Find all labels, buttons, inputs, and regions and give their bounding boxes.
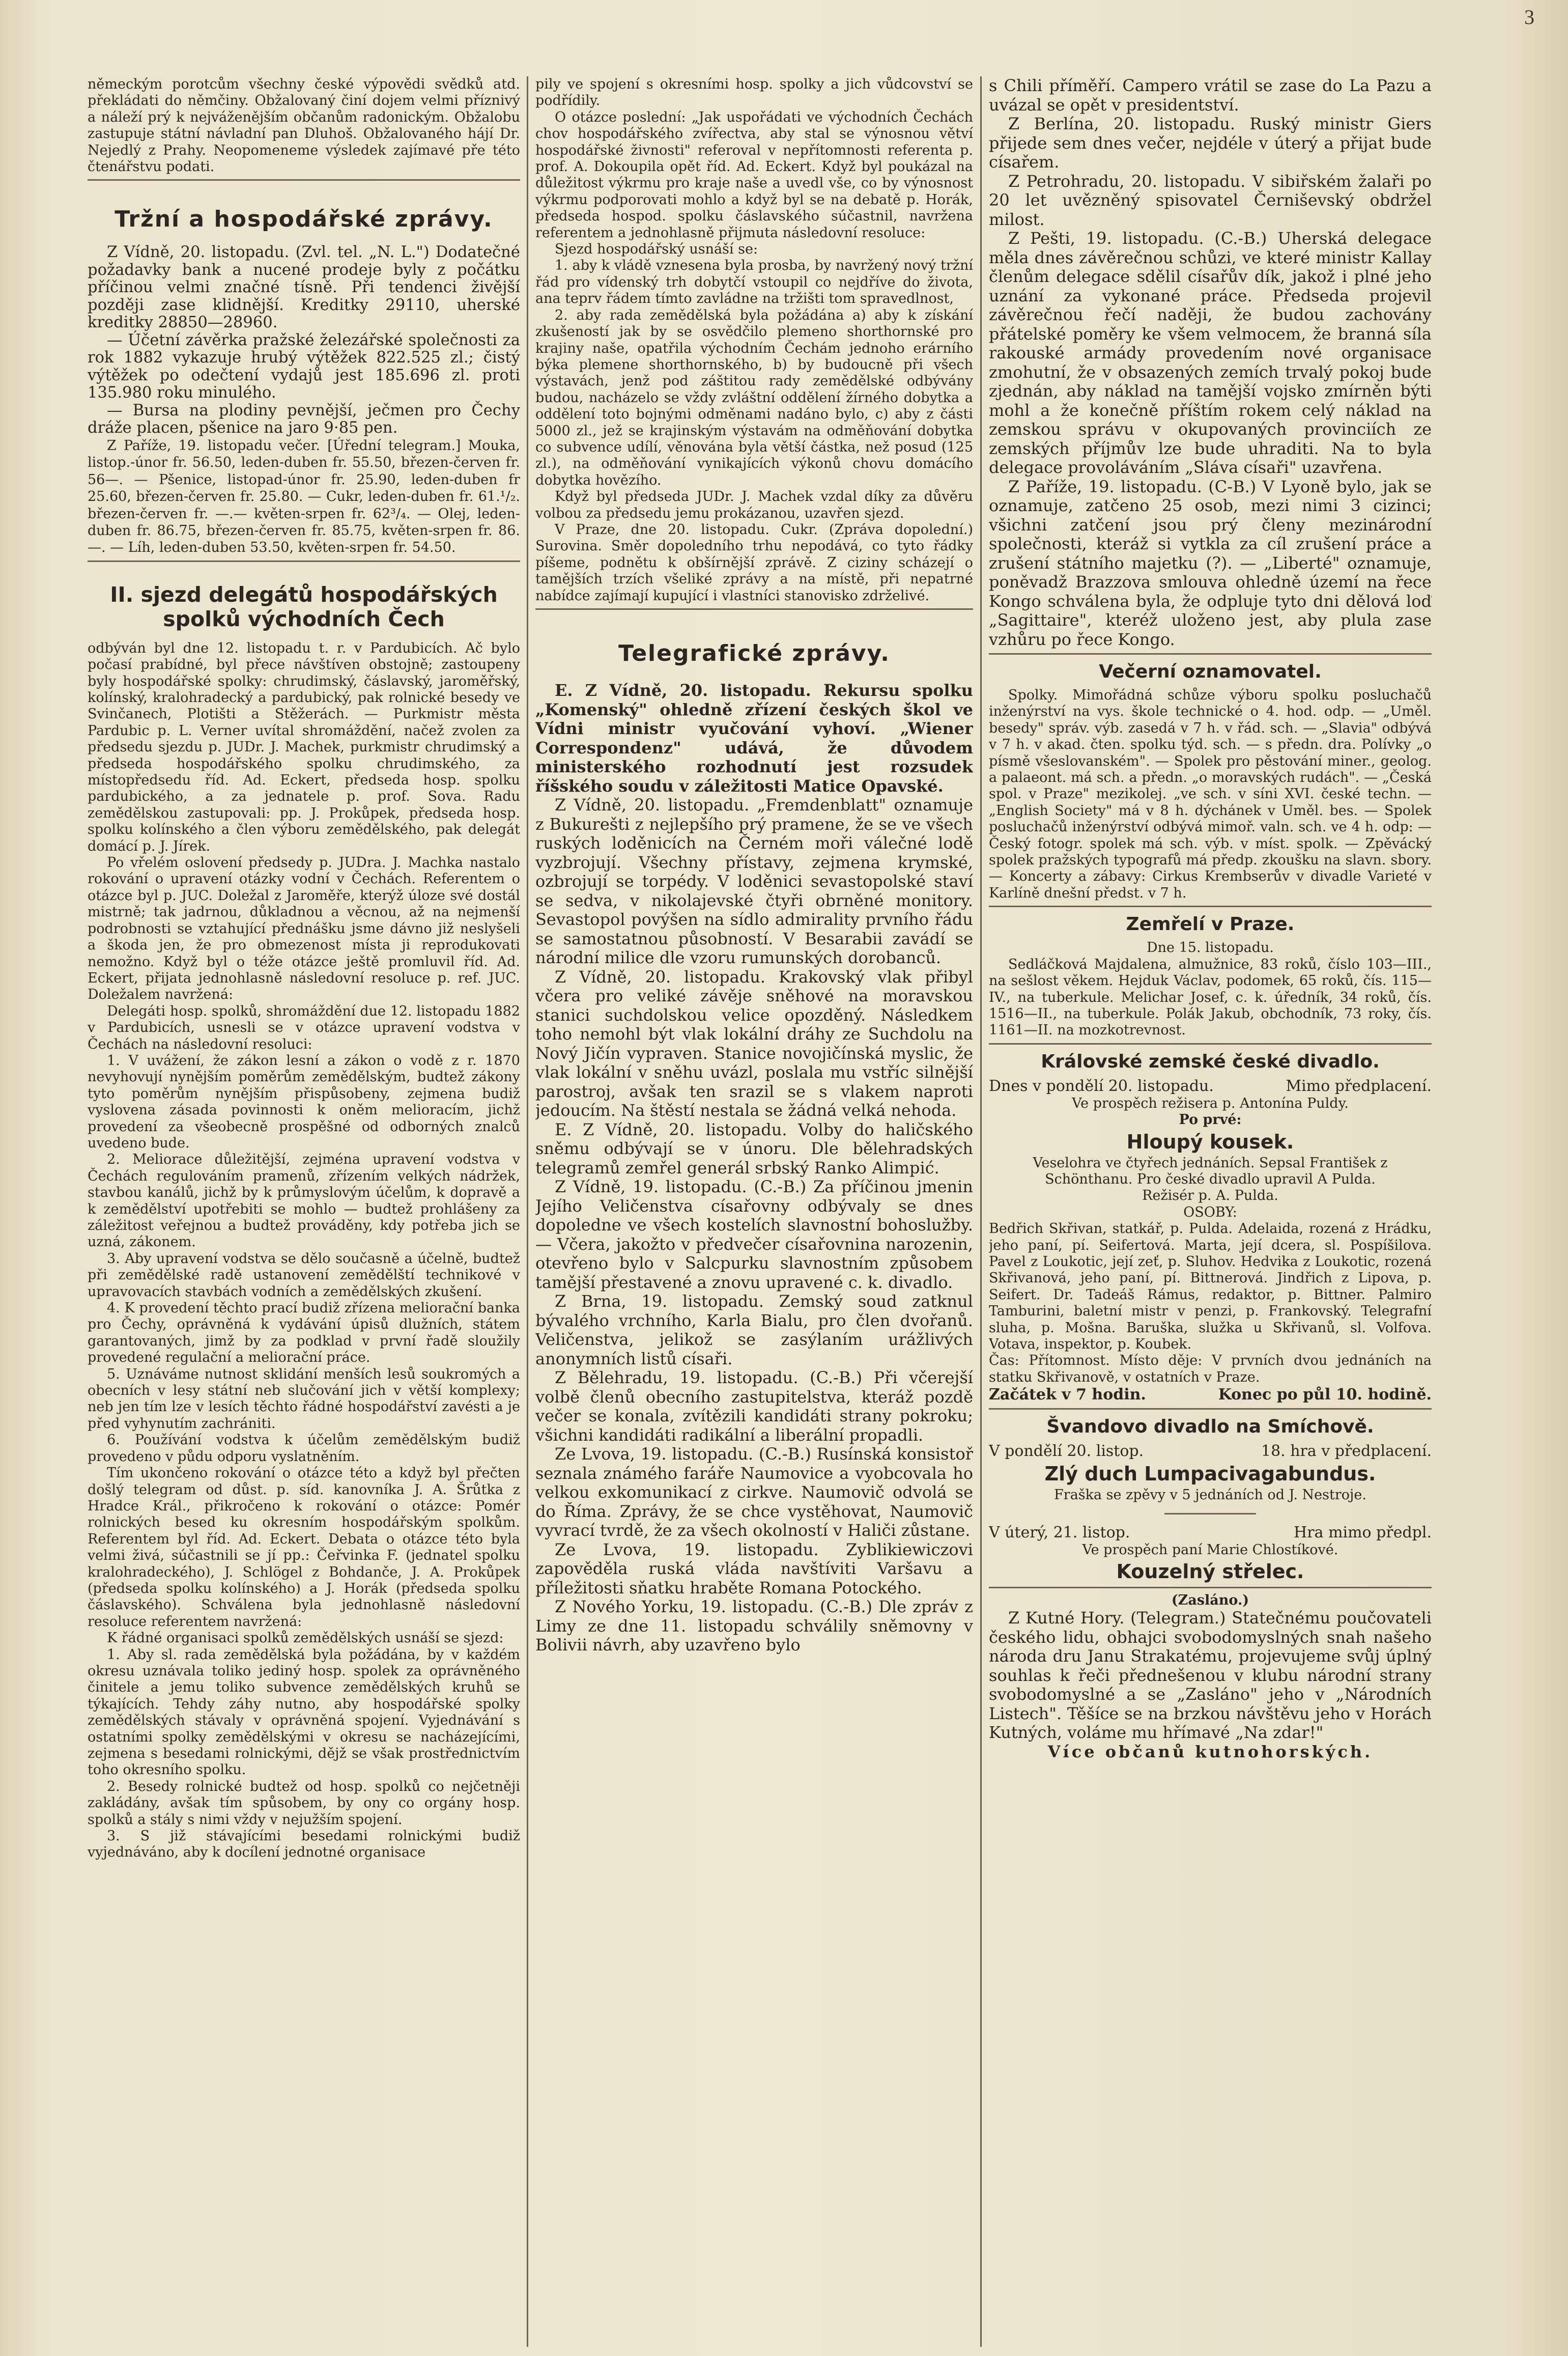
congress-continuation: O otázce poslední: „Jak uspořádati ve východních Čechách chov hospodářského zvířectva, aby stal se výnosnou větví hospodářské živnosti" referoval v nepřítomnosti referenta p. prof. A. Dokoupila opět říd. Ad. Eckert. Když byl poukázal na důležitost výkrmu pro kraje naše a uvedl vše, co by výnosnost výkrmu podporovati mohlo a když byl se na debatě p. Horák, předseda hospod. spolku čáslavského súčastnil, navržena referentem a jednohlasně přijmuta následovní resoluce: — [535, 109, 973, 241]
congress-resolution-item: 1. Aby sl. rada zemědělská byla požádána, by v každém okresu uznávala toliko jediný hosp. spolek za oprávněného činitele a jemu toliko subvence zemědělských kruhů se týkajících. Tehdy záhy nutno, aby hospodářské spolky zemědělských stávaly v oprávněná spojení. Vyjednávání s ostatními spolky zemědělskými v okresu se nacházejícími, zejmena s besedami rolnickými, dějž se však prostřednictvím toho okresního spolku. — [88, 1646, 520, 1778]
congress-continuation: pily ve spojení s okresními hosp. spolky a jich vůdcovství se podřídily. — [535, 76, 973, 109]
sugar-report: V Praze, dne 20. listopadu. Cukr. (Zpráva dopolední.) Surovina. Směr dopoledního trhu nepodává, co tyto řádky píšeme, podnětu k obšírnější zprávě. Z ciziny scházejí o tamějších trzích všeliké zprávy a na místě, při nepatrné nabídce zajímají kupující i vlastníci stanovisko zdrželivé. — [535, 521, 973, 604]
svandovo-subscription-2: Hra mimo předpl. — [1294, 1523, 1432, 1541]
court-report-ending: německým porotcům všechny české výpovědi svědků atd. překládati do němčiny. Obžalovaný činí dojem velmi příznivý a náleží prý k nejváženějším občanům radonickým. Obžalobu zastupuje státní návladní pan Dluhoš. Obžalovaného hájí Dr. Nejedlý z Prahy. Neopomeneme výsledek zajímavé pře této čtenářstvu podati. — [88, 76, 520, 175]
congress-continuation: Sjezd hospodářský usnáší se: — [555, 241, 758, 258]
evening-notices-heading: Večerní oznamovatel. — [1099, 661, 1322, 682]
telegram: Z Vídně, 20. listopadu. Krakovský vlak přibyl včera pro veliké závěje sněhové na moravskou stanici suchdolskou velice opozděný. Následkem toho nemohl být vlak lokální dráhy ze Suchdolu na Nový Jičín vypraven. Stanice novojičínská myslic, že vlak lokální v sněhu uvázl, poslala mu vstříc silnější parostroj, avšak ten srazil se s vlakem naproti jedoucím. Na štěstí nestala se žádná velká nehoda. — [535, 967, 973, 1120]
section-rule — [989, 1408, 1432, 1410]
section-rule — [989, 1043, 1432, 1045]
deceased-list: Sedláčková Majdalena, almužnice, 83 roků, číslo 103—III., na sešlost věkem. Hejduk Václav, podomek, 65 roků, čís. 115—IV., na tuberkule. Melichar Josef, c. k. úředník, 34 roků, čís. 1516—II., na tuberkule. Polák Jakub, obchodník, 73 roky, čís. 1161—II. na mozkotrevnost. — [989, 956, 1432, 1039]
theatre-end: Konec po půl 10. hodině. — [1218, 1386, 1432, 1404]
telegram: Ze Lvova, 19. listopadu. (C.-B.) Rusínská konsistoř seznala známého faráře Naumovice a vyobcovala ho velkou exkomunikací z cirkve. Naumovič odvolá se do Říma. Zprávy, že se chce vystěhovat, Naumovič vyvrací tvrdě, že za všech okolností v Haliči zůstane. — [535, 1444, 973, 1540]
market-ironworks: — Účetní závěrka pražské železářské společnosti za rok 1882 vykazuje hrubý výtěžek 822.525 zl.; čistý výtěžek po odečtení vydajů jest 185.696 zl. proti 135.980 roku minulého. — [88, 331, 520, 402]
zaslano-heading: (Zasláno.) — [1171, 1592, 1249, 1609]
theatre-cast-label: OSOBY: — [1183, 1204, 1237, 1220]
short-rule — [1164, 1513, 1256, 1514]
theatre-cast: Bedřich Skřivan, statkář, p. Pulda. Adelaida, rozená z Hrádku, jeho paní, pí. Seifertová. Marta, její dcera, sl. Pospíšilova. Pavel z Loukotic, její zeť, p. Sluhov. Hedvika z Loukotic, rozená Skřivanová, jeho paní, pí. Bittnerová. Jindřich z Lipova, p. Seifert. Dr. Tadeáš Rámus, redaktor, p. Bittner. Palmiro Tamburini, baletní mistr v penzi, p. Frankovský. Telegrafní sluha, p. Mošna. Baruška, služka u Skřivanů, sl. Volfova. Votava, inspektor, p. Koubek. — [989, 1221, 1432, 1352]
congress-resolution-item: 3. Aby upravení vodstva se dělo současně a účelně, budtež při zemědělské radě ustanovení zemědělští technikové v upravovacích stavbách vodních a zemědělských zkušení. — [88, 1250, 520, 1300]
telegram: E. Z Vídně, 20. listopadu. Volby do haličského sněmu odbývají se v únoru. Dle bělehradských telegramů zemřel generál srbský Ranko Alimpić. — [535, 1119, 973, 1177]
congress-resolution-item: 1. aby k vládě vznesena byla prosba, by navržený nový tržní řád pro vídenský trh dobytčí vstoupil co nejdříve do života, ana teprv řádem tímto zavládne na tržišti tom spravedlnost, — [535, 258, 973, 307]
congress-resolution-item: 2. Besedy rolnické budtež od hosp. spolků co nejčetněji zakládány, avšak tím spůsobem, by ony co orgány hosp. spolků a stály s nimi vždy v nejužším spojení. — [88, 1778, 520, 1828]
telegram: E. Z Vídně, 20. listopadu. Rekursu spolku „Komenský" ohledně zřízení českých škol ve Vídni ministr vyučování vyhoví. „Wiener Correspondenz" udává, že důvodem ministerského rozhodnutí jest rozsudek říšského soudu v záležitosti Matice Opavské. — [535, 681, 973, 796]
theatre-date: Dnes v pondělí 20. listopadu. — [989, 1077, 1214, 1095]
telegram: Z Petrohradu, 20. listopadu. V sibiřském žalaři po 20 let uvězněný spisovatel Černiševský obdržel milost. — [989, 171, 1432, 229]
congress-paragraph: Tím ukončeno rokování o otázce této a když byl přečten došlý telegram od důst. p. síd. kanovníka J. A. Šrůtka z Hradce Král., přikročeno k rokování o otázce: Pomér rolnických besed ku okresním hospodářským spolkům. Referentem byl říd. Ad. Eckert. Debata o otázce této byla velmi živá, súčastnili se jí pp.: Čeřvinka F. (jednatel spolku kralohradeckého), J. Schlögel z Bohdanče, J. A. Prokůpek (předseda spolku kolínského) a J. Horák (předseda spolku čáslavského). Schválena byla jednohlasně následovní resoluce referentem navržená: — [88, 1465, 520, 1630]
theatre-director: Režisér p. A. Pulda. — [1142, 1188, 1278, 1204]
column-2 — [535, 76, 973, 2347]
telegraph-heading: Telegrafické zprávy. — [618, 640, 890, 666]
telegram: Z Vídně, 20. listopadu. „Fremdenblatt" oznamuje z Bukurešti z nejlepšího prý pramene, že se ve všech ruských loděnicích na Černém moři válečné lodě vyzbrojují. Všechny přístavy, zejmena krymské, ozbrojují se torpédy. V loděnici sevastopolské staví se sedva, v nikolajevské čtyři obrněné monitory. Sevastopol povýšen na sídlo admirality prvního řádu se samostatnou působností. V Besarabii zavádí se národní milice dle vzoru rumunských dorobanců. — [535, 795, 973, 967]
congress-resolution-item: 1. V uvážení, že zákon lesní a zákon o vodě z r. 1870 nevyhovují nynějším poměrům zemědělským, budtež zákony tyto poměrům nynějším přispůsobeny, zejmena budiž vyslovena zásada povinnosti k oněm melioracím, jichž provedení za všeobecně prospěšné od odborných znalců uvedeno bude. — [88, 1052, 520, 1151]
svandovo-play-description: Fraška se zpěvy v 5 jednáních od J. Nestroje. — [1054, 1487, 1366, 1503]
column-3 — [989, 76, 1432, 2347]
section-rule — [88, 179, 520, 181]
zaslano-signature: Více občanů kutnohorských. — [1047, 1742, 1373, 1761]
theatre-heading: Královské zemské české divadlo. — [1041, 1051, 1380, 1072]
section-rule — [989, 1587, 1432, 1588]
theatre-setting: Čas: Přítomnost. Místo děje: V prvních dvou jednáních na statku Skřivanově, v ostatních v Praze. — [989, 1353, 1432, 1385]
market-news-heading: Tržní a hospodářské zprávy. — [115, 206, 493, 233]
market-vienna: Z Vídně, 20. listopadu. (Zvl. tel. „N. L.") Dodatečné požadavky bank a nucené prodeje byly z počátku příčinou velmi značné tísně. Při tendenci živější později zase klidnější. Kreditky 29110, uherské kreditky 28850—28960. — [88, 243, 520, 332]
column-divider — [980, 76, 982, 2347]
svandovo-subscription: 18. hra v předplacení. — [1261, 1442, 1432, 1461]
svandovo-date: V pondělí 20. listop. — [989, 1442, 1144, 1461]
theatre-start: Začátek v 7 hodin. — [989, 1386, 1146, 1404]
telegram: Ze Lvova, 19. listopadu. Zyblikiewiczovi zapověděla ruská vláda navštíviti Varšavu a příležitosti sňatku hraběte Romana Potockého. — [535, 1539, 973, 1597]
telegram: Z Bělehradu, 19. listopadu. (C.-B.) Při včerejší volbě členů obecního zastupitelstva, kteráž pozdě večer se konala, zvítězili kandidáti strany pokroku; všichni kandidáti radikální a liberální propadli. — [535, 1368, 973, 1445]
deceased-heading: Zemřelí v Praze. — [1126, 914, 1295, 935]
column-1 — [88, 76, 520, 2347]
svandovo-play-title: Zlý duch Lumpacivagabundus. — [1044, 1463, 1376, 1485]
svandovo-date-2: V úterý, 21. listop. — [989, 1523, 1130, 1541]
section-rule — [88, 560, 520, 562]
evening-notices: Spolky. Mimořádná schůze výboru spolku posluchačů inženýrství na vys. škole technické o 4. hod. odp. — „Uměl. besedy" správ. výb. zasedá v 7 h. v řád. sch. — „Slavia" odbývá v 7 h. v akad. čten. spolku týd. sch. — s předn. dra. Polívky „o písmě všeslovanském". — Spolek pro pěstování miner., geolog. a palaeont. má sch. a předn. „o moravských rudách". — „Česká spol. v Praze" mezikolej. „ve sch. v síni XVI. české techn. — „English Society" má v 8 h. dýchánek v Uměl. bes. — Spolek posluchačů inženýrství odbývá mimoř. valn. sch. ve 4 h. odp: — Český fotogr. spolek má sch. výb. v míst. spolk. — Zpěvácký spolek pražských typografů má předp. zkoušku na slavn. sbory. — Koncerty a zábavy: Cirkus Krembserův v divadle Varieté v Karlíně dnešní předst. v 7 h. — [989, 687, 1432, 901]
section-rule — [535, 608, 973, 610]
section-rule — [989, 653, 1432, 655]
zaslano-text: Z Kutné Hory. (Telegram.) Statečnému poučovateli českého lidu, obhajci svobodomyslných snah našeho národa dru Janu Strakatému, projevujeme svůj úplný souhlas k řeči přednešenou v klubu národní strany svobodomyslné a se „Zasláno" jeho v „Národních Listech". Těšíce se na brzkou návštěvu jeho v Horách Kutných, voláme mu hřímavé „Na zdar!" — [989, 1608, 1432, 1743]
telegram: Z Brna, 19. listopadu. Zemský soud zatknul bývalého vrchního, Karla Bialu, pro člen dvořanů. Veličenstva, jelikož se zasýlaním urážlivých anonymních listů císaři. — [535, 1292, 973, 1368]
theatre-times-row — [989, 1386, 1432, 1404]
telegram: Z Berlína, 20. listopadu. Ruský ministr Giers přijede sem dnes večer, nejdéle v úterý a přijat bude císařem. — [989, 114, 1432, 172]
theatre-premiere: Po prvé: — [1179, 1112, 1242, 1128]
congress-paragraph: Po vřelém oslovení předsedy p. JUDra. J. Machka nastalo rokování o upravení otázky vodní v Čechách. Referentem o otázce byl p. JUC. Doležal z Jaroměře, kterýž úloze své dostál mistrně; tak jadrnou, důkladnou a věcnou, až na nejmenší podrobnosti se vztahující přednášku jsme dávno již neslyšeli a škoda jen, že pro obmezenost místa ji reprodukovati nemožno. Když byl o téže otázce ještě promluvil říd. Ad. Eckert, přijata jednohlasně následovní resoluce p. ref. JUC. Doležalem navržená: — [88, 855, 520, 1003]
telegram: Z Paříže, 19. listopadu. (C-B.) V Lyoně bylo, jak se oznamuje, zatčeno 25 osob, mezi nimi 3 cizinci; všichni zatčení jsou prý členy mezinárodní společnosti, kteráž si vytkla za cíl zrušení práce a zrušení státního majetku (?). — „Liberté" oznamuje, poněvadž Brazzova smlouva ohledně území na řece Kongo schválena byla, že odpluje tyto dni dělová loď „Sagittaire", kteréž uloženo jest, aby plula zase vzhůru po řece Kongo. — [989, 476, 1432, 649]
congress-resolution-item: 2. aby rada zemědělská byla požádána a) aby k získání zkušeností jak by se osvědčilo plemeno shorthornské pro krajiny naše, opatřila východním Čechám jednoho erárního býka plemene shorthornského, b) by budoucně při všech výstavách, jenž pod záštitou rady zemědělské odbývány budou, nacházelo se vždy zvláštní oddělení žírného dobytka a oddělení toto bojnými odměnami nadáno bylo, c) aby z části 5000 zl., jež se krajinským výstavám na odměňování dobytka co subvence udílí, věnována byla větší částka, než posud (125 zl.), na odměňování vynikajících výkonů chovu domácího dobytka hovězího. — [535, 307, 973, 488]
svandovo-play-title-2: Kouzelný střelec. — [1116, 1560, 1304, 1583]
congress-heading: II. sjezd delegátů hospodářských spolků východních Čech — [110, 582, 498, 631]
theatre-benefit: Ve prospěch režisera p. Antonína Puldy. — [1072, 1095, 1349, 1111]
theatre-play-description: Veselohra ve čtyřech jednáních. Sepsal František z Schönthanu. Pro české divadlo upravil A Pulda. — [1033, 1155, 1388, 1187]
market-paris: Z Paříže, 19. listopadu večer. [Úřední telegram.] Mouka, listop.-únor fr. 56.50, leden-duben fr. 55.50, březen-červen fr. 56—. — Pšenice, listopad-únor fr. 25.90, leden-duben fr 25.60, březen-červen fr. 25.80. — Cukr, leden-duben fr. 61.¹/₂. březen-červen fr. —.— květen-srpen fr. 62³/₄. — Olej, leden-duben fr. 86.75, březen-červen fr. 85.75, květen-srpen fr. 86.—. — Líh, leden-duben 53.50, květen-srpen fr. 54.50. — [88, 437, 520, 556]
svandovo-benefit: Ve prospěch paní Marie Chlostíkové. — [1082, 1541, 1338, 1558]
market-bourse: — Bursa na plodiny pevnější, ječmen pro Čechy dráže placen, pšenice na jaro 9·85 pen. — [88, 401, 520, 437]
telegram: Z Pešti, 19. listopadu. (C.-B.) Uherská delegace měla dnes závěrečnou schůzi, ve které ministr Kallay členům delegace sdělil císařův dík, jakož i plné jeho uznání za vykonané práce. Předseda projevil závěrečnou řečí naději, že budou zachovány přátelské poměry ke všem velmocem, že branná síla rakouské armády provedením nové organisace zmohutní, že v obsazených zemích trvalý pokoj bude zjednán, aby náklad na tamější vojsko zmírněn býti mohl a že konečně příštím rokem celý náklad na zemskou správu v okupovaných provinciích ze zemských příjmův lze bude uhraditi. Na to byla delegace provoláváním „Sláva císaři" uzavřena. — [989, 229, 1432, 477]
congress-paragraph: Delegáti hosp. spolků, shromáždění due 12. listopadu 1882 v Pardubicích, usnesli se v otázce upravení vodstva v Čechách na následovní resoluci: — [88, 1003, 520, 1052]
svandovo-date-row-2 — [989, 1524, 1432, 1542]
svandovo-heading: Švandovo divadlo na Smíchově. — [1046, 1416, 1374, 1438]
column-divider — [527, 76, 528, 2347]
congress-paragraph: K řádné organisaci spolků zemědělských usnáší se sjezd: — [107, 1630, 504, 1646]
theatre-play-title: Hloupý kousek. — [1126, 1130, 1294, 1153]
congress-resolution-item: 4. K provedení těchto prací budiž zřízena meliorační banka pro Čechy, oprávněná k vydávání úpisů dlužních, státem garantovaných, jimž by za podklad v první řadě sloužily provedené regulační a meliorační práce. — [88, 1300, 520, 1366]
telegram: Z Nového Yorku, 19. listopadu. (C.-B.) Dle zpráv z Limy ze dne 11. listopadu schválily sněmovny v Bolivii návrh, aby uzavřeno bylo — [535, 1597, 973, 1654]
theatre-subscription: Mimo předplacení. — [1286, 1077, 1432, 1095]
svandovo-date-row — [989, 1442, 1432, 1461]
congress-resolution-item: 5. Uznáváme nutnost sklidání menších lesů soukromých a obecních v lesy státní neb slučování jich v větší komplexy; neb jen tím lze v lesích těchto řádné hospodářství zavésti a je před vyhynutím zachrániti. — [88, 1366, 520, 1432]
page-number: 3 — [1524, 6, 1534, 29]
section-rule — [989, 906, 1432, 907]
theatre-date-row — [989, 1077, 1432, 1096]
deceased-date: Dne 15. listopadu. — [1147, 940, 1274, 956]
congress-closing: Když byl předseda JUDr. J. Machek vzdal díky za důvěru volbou za předsedu jemu prokázanou, uzavřen sjezd. — [535, 489, 973, 521]
congress-paragraph: odbýván byl dne 12. listopadu t. r. v Pardubicích. Ač bylo počasí prabídné, byl přece návštíven obstojně; zastoupeny byly hospodářské spolky: chrudimský, čáslavský, jaroměřský, kolínský, kralohradecký a pardubický, pak rolnické besedy ve Svinčanech, Plotišti a Stěžerách. — Purkmistr města Pardubic p. L. Verner uvítal shromáždění, načež zvolen za předsedu sjezdu p. JUDr. J. Machek, purkmistr chrudimský a předseda hospodářského spolku chrudimského, za místopředsedu říd. Ad. Eckert, předseda hosp. spolku pardubického, a za jednatele p. prof. Sova. Radu zemědělskou zastupovali: pp. J. Prokůpek, předseda hosp. spolku kolínského a člen výboru zemědělského, pak delegát domácí p. J. Jírek. — [88, 640, 520, 854]
congress-resolution-item: 6. Používání vodstva k účelům zemědělským budiž provedeno v půdu odporu vyslatněním. — [88, 1432, 520, 1465]
telegram-continuation: s Chili příměří. Campero vrátil se zase do La Pazu a uvázal se opět v presidentství. — [989, 76, 1432, 115]
congress-resolution-item: 3. S již stávajícími besedami rolnickými budiž vyjednáváno, aby k docílení jednotné organisace — [88, 1828, 520, 1861]
congress-resolution-item: 2. Meliorace důležitější, zejména upravení vodstva v Čechách regulováním pramenů, zřízením velkých nádržek, stavbou kanálů, jichž by k průmyslovým účelům, k dopravě a k zemědělství upotřebiti se mohlo — budtež prohlášeny za záležitost veřejnou a budtež prováděny, kdy potřeba jich se uzná, zákonem. — [88, 1152, 520, 1250]
telegram: Z Vídně, 19. listopadu. (C.-B.) Za příčinou jmenin Jejího Veličenstva císařovny odbývaly se dnes dopoledne ve všech kostelích slavnostní bohoslužby. — Včera, jakožto v předvečer císařovnina narozenin, otevřeno bylo v Salcpurku slavnostním způsobem tamější přestavené a znovu upravené c. k. divadlo. — [535, 1177, 973, 1292]
